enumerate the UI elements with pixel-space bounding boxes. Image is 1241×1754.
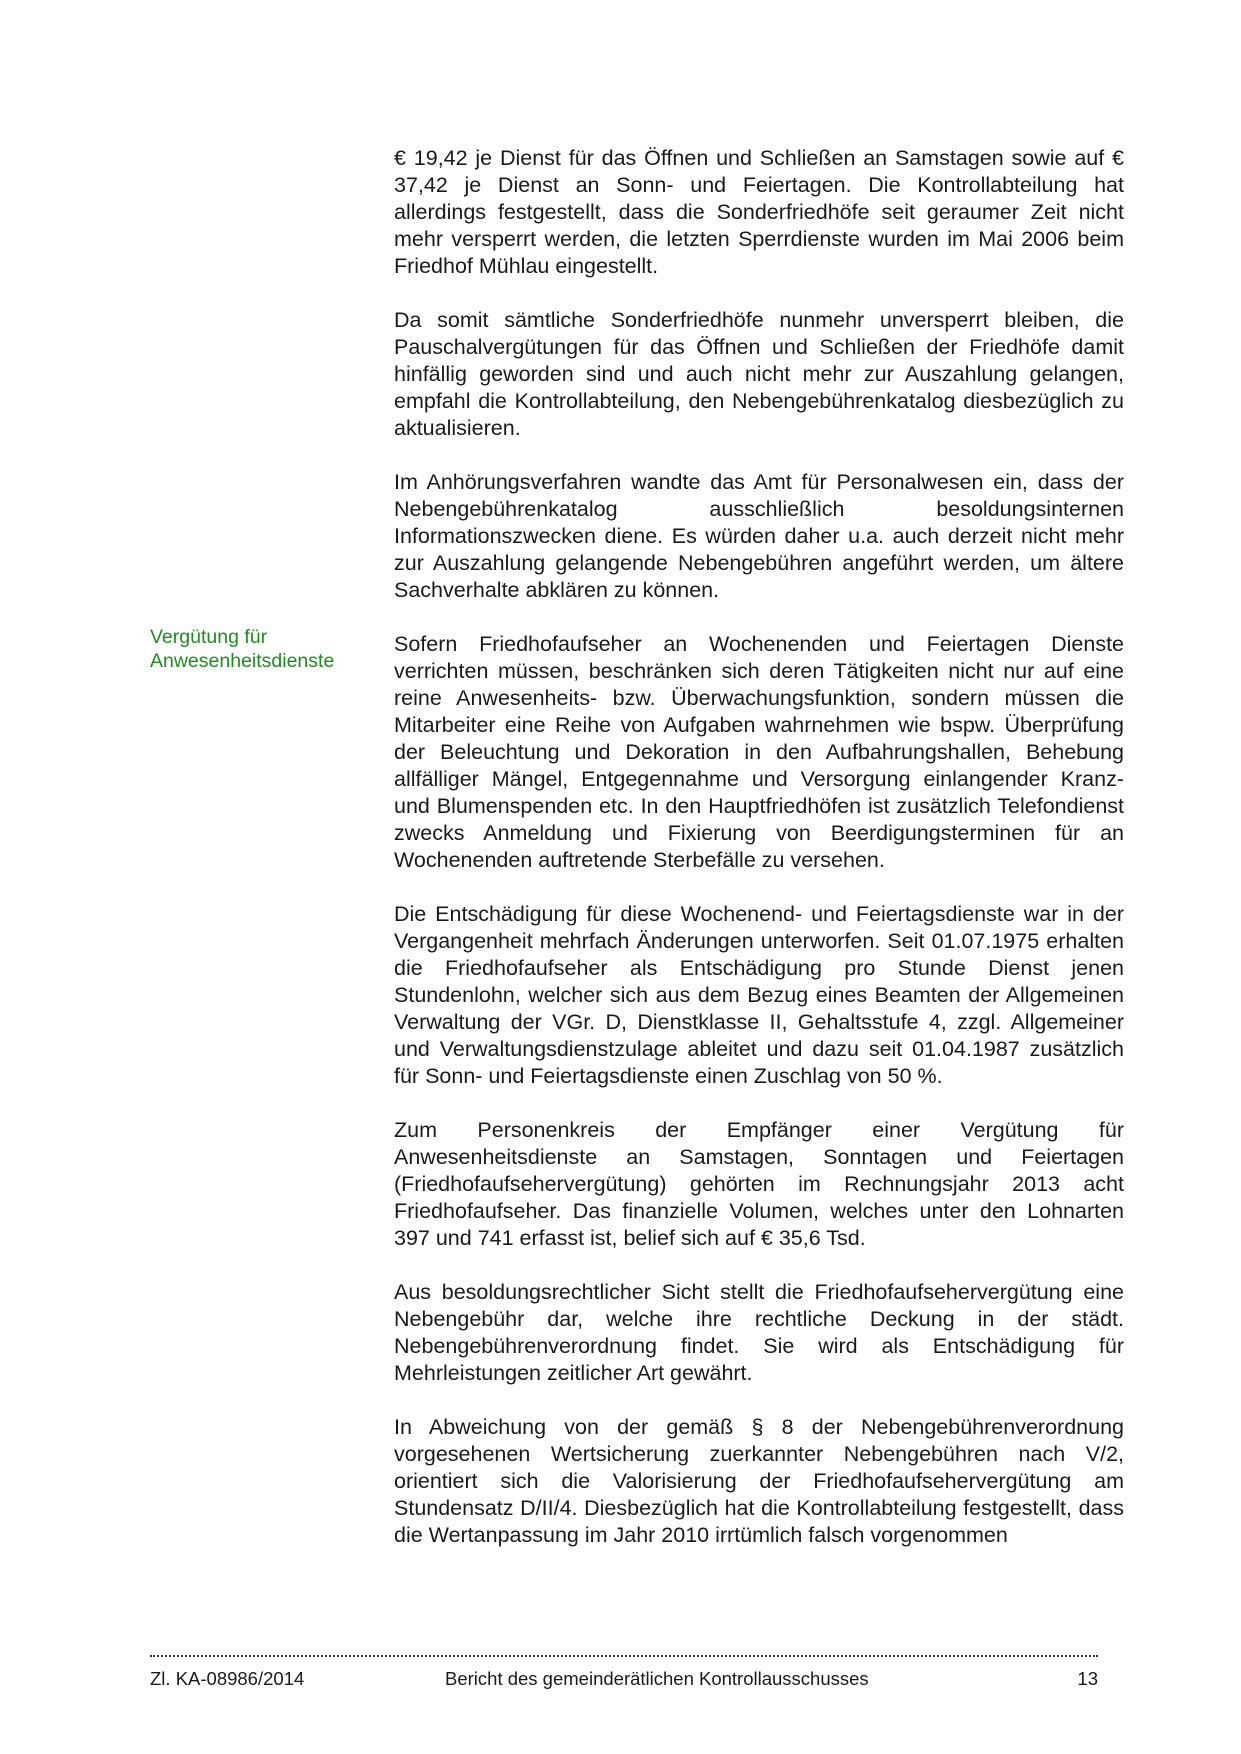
- footer-divider: [150, 1655, 1098, 1657]
- page-number: 13: [1077, 1668, 1098, 1689]
- paragraph-7: Aus besoldungsrechtlicher Sicht stellt die Friedhofaufsehervergütung eine Nebengebühr dar, welche ihre rechtliche Deckung in der städt. Nebengebührenverordnung findet. Sie wird als Entschädigung für Mehrleistungen zeitlicher Art gewährt.: [394, 1280, 1124, 1385]
- footer-title: Bericht des gemeinderätlichen Kontrollausschusses: [445, 1668, 869, 1689]
- paragraph-1: € 19,42 je Dienst für das Öffnen und Schließen an Samstagen sowie auf € 37,42 je Dienst an Sonn- und Feiertagen. Die Kontrollabteilung hat allerdings festgestellt, dass die Sonderfriedhöfe seit geraumer Zeit nicht mehr versperrt werden, die letzten Sperrdienste wurden im Mai 2006 beim Friedhof Mühlau eingestellt.: [394, 146, 1124, 278]
- margin-note-line-2: Anwesenheitsdienste: [150, 650, 335, 672]
- paragraph-5: Die Entschädigung für diese Wochenend- und Feiertagsdienste war in der Vergangenheit mehrfach Änderungen unterworfen. Seit 01.07.1975 erhalten die Friedhofaufseher als Entschädigung pro Stunde Dienst jenen Stundenlohn, welcher sich aus dem Bezug eines Beamten der Allgemeinen Verwaltung der VGr. D, Dienstklasse II, Gehaltsstufe 4, zzgl. Allgemeiner und Verwaltungsdienstzulage ableitet und dazu seit 01.04.1987 zusätzlich für Sonn- und Feiertagsdienste einen Zuschlag von 50 %.: [394, 902, 1124, 1088]
- paragraph-2: Da somit sämtliche Sonderfriedhöfe nunmehr unversperrt bleiben, die Pauschalvergütungen für das Öffnen und Schließen der Friedhöfe damit hinfällig geworden sind und auch nicht mehr zur Auszahlung gelangen, empfahl die Kontrollabteilung, den Nebengebührenkatalog diesbezüglich zu aktualisieren.: [394, 308, 1124, 440]
- page-footer: [150, 1667, 1098, 1691]
- paragraph-3: Im Anhörungsverfahren wandte das Amt für Personalwesen ein, dass der Nebengebührenkatalog ausschließlich besoldungsinternen Informationszwecken diene. Es würden daher u.a. auch derzeit nicht mehr zur Auszahlung gelangende Nebengebühren angeführt werden, um ältere Sachverhalte abklären zu können.: [394, 470, 1124, 602]
- paragraph-6: Zum Personenkreis der Empfänger einer Vergütung für Anwesenheitsdienste an Samstagen, Sonntagen und Feiertagen (Friedhofaufsehervergütung) gehörten im Rechnungsjahr 2013 acht Friedhofaufseher. Das finanzielle Volumen, welches unter den Lohnarten 397 und 741 erfasst ist, belief sich auf € 35,6 Tsd.: [394, 1118, 1124, 1250]
- body-text: [394, 145, 1124, 1549]
- margin-note: [150, 625, 370, 673]
- paragraph-4: Sofern Friedhofaufseher an Wochenenden und Feiertagen Dienste verrichten müssen, beschränken sich deren Tätigkeiten nicht nur auf eine reine Anwesenheits- bzw. Überwachungsfunktion, sondern müssen die Mitarbeiter eine Reihe von Aufgaben wahrnehmen wie bspw. Überprüfung der Beleuchtung und Dekoration in den Aufbahrungshallen, Behebung allfälliger Mängel, Entgegennahme und Versorgung einlangender Kranz- und Blumenspenden etc. In den Hauptfriedhöfen ist zusätzlich Telefondienst zwecks Anmeldung und Fixierung von Beerdigungsterminen für an Wochenenden auftretende Sterbefälle zu versehen.: [394, 632, 1124, 872]
- paragraph-8: In Abweichung von der gemäß § 8 der Nebengebührenverordnung vorgesehenen Wertsicherung zuerkannter Nebengebühren nach V/2, orientiert sich die Valorisierung der Friedhofaufsehervergütung am Stundensatz D/II/4. Diesbezüglich hat die Kontrollabteilung festgestellt, dass die Wertanpassung im Jahr 2010 irrtümlich falsch vorgenommen: [394, 1415, 1124, 1547]
- footer-reference: Zl. KA-08986/2014: [150, 1668, 305, 1689]
- margin-note-line-1: Vergütung für: [150, 626, 268, 648]
